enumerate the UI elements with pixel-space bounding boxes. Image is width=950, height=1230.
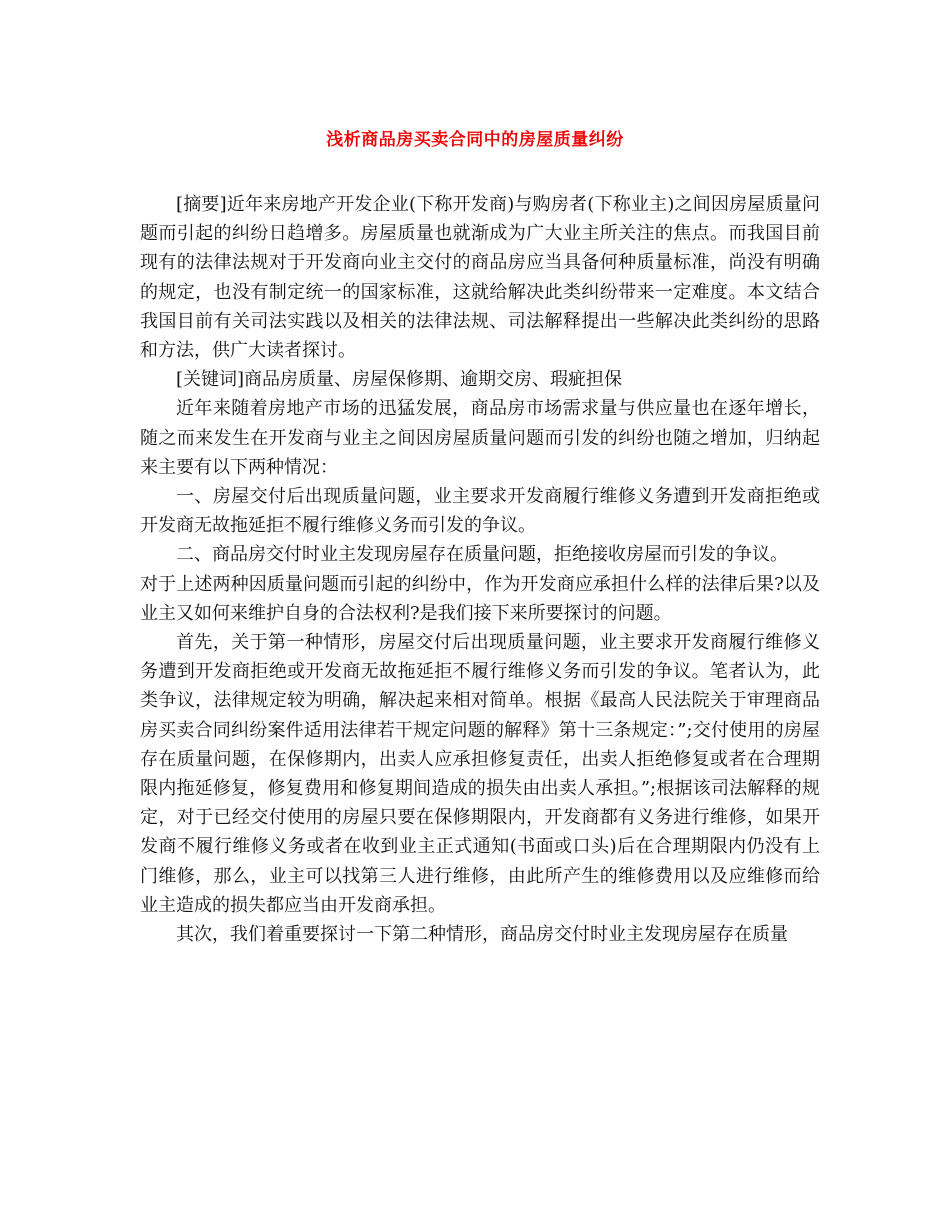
document-body <box>140 190 820 949</box>
body-paragraph: 二、商品房交付时业主发现房屋存在质量问题，拒绝接收房屋而引发的争议。 <box>176 544 788 566</box>
abstract-paragraph: [摘要]近年来房地产开发企业(下称开发商)与购房者(下称业主)之间因房屋质量问题而引起的纠纷日趋增多。房屋质量也就渐成为广大业主所关注的焦点。而我国目前现有的法律法规对于开发商向业主交付的商品房应当具备何种质量标准，尚没有明确的规定，也没有制定统一的国家标准，这就给解决此类纠纷带来一定难度。本文结合我国目前有关司法实践以及相关的法律法规、司法解释提出一些解决此类纠纷的思路和方法，供广大读者探讨。 <box>140 194 820 362</box>
document-title: 浅析商品房买卖合同中的房屋质量纠纷 <box>326 130 624 150</box>
body-paragraph: 近年来随着房地产市场的迅猛发展，商品房市场需求量与供应量也在逐年增长，随之而来发生在开发商与业主之间因房屋质量问题而引发的纠纷也随之增加，归纳起来主要有以下两种情况： <box>140 398 820 478</box>
body-paragraph: 对于上述两种因质量问题而引起的纠纷中，作为开发商应承担什么样的法律后果?以及业主又如何来维护自身的合法权利?是我们接下来所要探讨的问题。 <box>140 573 820 624</box>
keywords-paragraph: [关键词]商品房质量、房屋保修期、逾期交房、瑕疵担保 <box>176 369 623 391</box>
body-paragraph: 首先，关于第一种情形，房屋交付后出现质量问题，业主要求开发商履行维修义务遭到开发商拒绝或开发商无故拖延拒不履行维修义务而引发的争议。笔者认为，此类争议，法律规定较为明确，解决起来相对简单。根据《最高人民法院关于审理商品房买卖合同纠纷案件适用法律若干规定问题的解释》第十三条规定：”;交付使用的房屋存在质量问题，在保修期内，出卖人应承担修复责任，出卖人拒绝修复或者在合理期限内拖延修复，修复费用和修复期间造成的损失由出卖人承担。”;根据该司法解释的规定，对于已经交付使用的房屋只要在保修期限内，开发商都有义务进行维修，如果开发商不履行维修义务或者在收到业主正式通知(书面或口头)后在合理期限内仍没有上门维修，那么，业主可以找第三人进行维修，由此所产生的维修费用以及应维修而给业主造成的损失都应当由开发商承担。 <box>140 632 820 916</box>
body-paragraph: 一、房屋交付后出现质量问题，业主要求开发商履行维修义务遭到开发商拒绝或开发商无故拖延拒不履行维修义务而引发的争议。 <box>140 486 820 537</box>
body-paragraph: 其次，我们着重要探讨一下第二种情形，商品房交付时业主发现房屋存在质量 <box>176 924 788 946</box>
